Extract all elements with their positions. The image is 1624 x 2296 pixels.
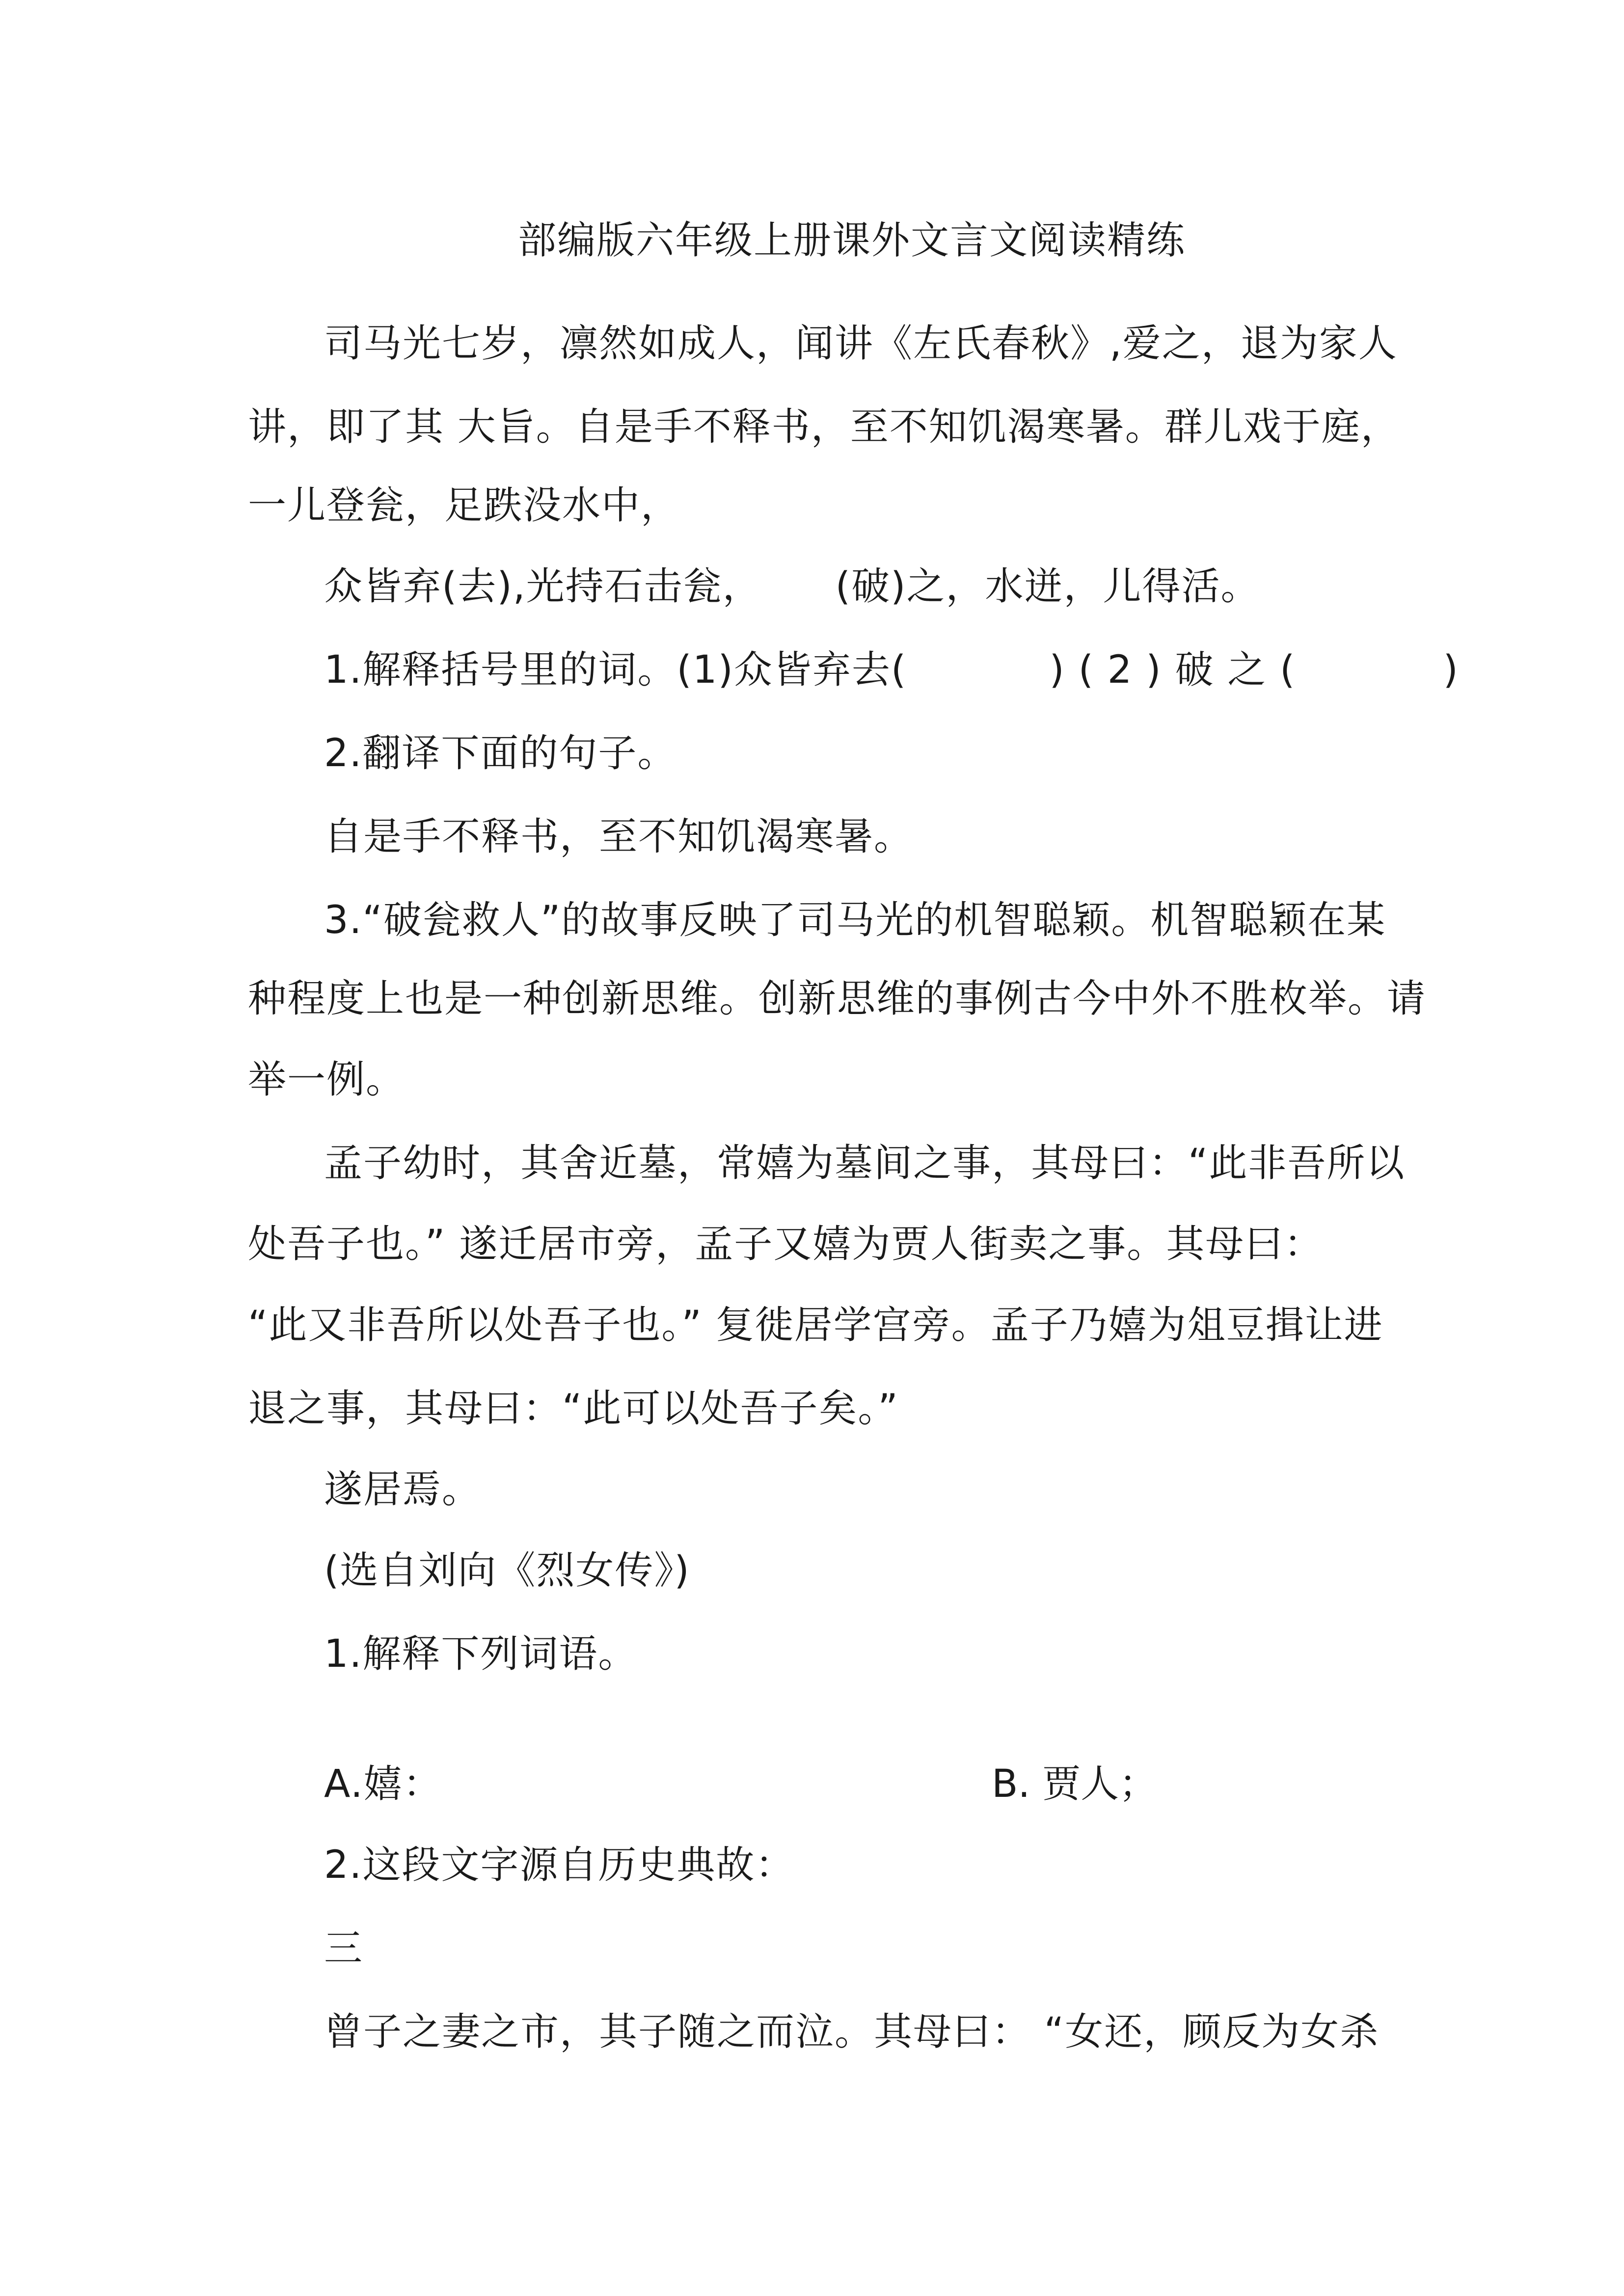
question2-1-b: B. 贾人；: [992, 1762, 1158, 1806]
passage1-line-4a: 众皆弃(去),光持石击瓮，: [324, 564, 762, 609]
question1-1-prefix: 1.解释括号里的词。(1)众皆弃去(: [324, 648, 907, 692]
question1-2-sentence: 自是手不释书，至不知饥渴寒暑。: [324, 815, 914, 859]
question1-3-line-2: 种程度上也是一种创新思维。创新思维的事例古今中外不胜枚举。请: [248, 977, 1427, 1021]
passage1-line-2: 讲，即了其 大旨。自是手不释书，至不知饥渴寒暑。群儿戏于庭，: [248, 405, 1400, 449]
question1-2: 2.翻译下面的句子。: [324, 731, 677, 775]
passage2-line-5: 遂居焉。: [324, 1468, 482, 1512]
question2-1: 1.解释下列词语。: [324, 1632, 638, 1676]
passage2-line-4: 退之事，其母曰：“此可以处吾子矣。”: [248, 1387, 899, 1431]
passage2-line-3: “此又非吾所以处吾子也。” 复徙居学宫旁。孟子乃嬉为俎豆揖让进: [248, 1303, 1383, 1347]
passage1-line-3: 一儿登瓮，足跌没水中，: [248, 483, 680, 528]
document-title: 部编版六年级上册课外文言文阅读精练: [518, 218, 1186, 263]
passage1-line-4b: (破)之，水迸，儿得活。: [835, 564, 1260, 609]
passage2-source: (选自刘向《烈女传》): [324, 1548, 690, 1593]
passage2-line-1: 孟子幼时，其舍近墓，常嬉为墓间之事，其母曰：“此非吾所以: [324, 1141, 1406, 1185]
passage1-line-4: [324, 562, 1260, 611]
section3-heading: 三: [324, 1926, 364, 1971]
question2-1-a: A.嬉：: [324, 1762, 442, 1806]
question1-3-line-3: 举一例。: [248, 1058, 406, 1102]
question1-1-end: ): [1443, 648, 1459, 692]
section3-line-1: 曾子之妻之市，其子随之而泣。其母曰： “女还，顾反为女杀: [324, 2010, 1380, 2054]
passage1-line-1: 司马光七岁，凛然如成人，闻讲《左氏春秋》,爱之，退为家人: [324, 321, 1398, 366]
question2-2: 2.这段文字源自历史典故：: [324, 1843, 795, 1887]
question1-1-mid: ) ( 2 ) 破 之 (: [1049, 648, 1296, 692]
question1-3-line-1: 3.“破瓮救人”的故事反映了司马光的机智聪颖。机智聪颖在某: [324, 898, 1386, 942]
passage2-line-2: 处吾子也。” 遂迁居市旁，孟子又嬉为贾人街卖之事。其母曰：: [248, 1222, 1324, 1266]
question1-1: [324, 645, 1459, 694]
